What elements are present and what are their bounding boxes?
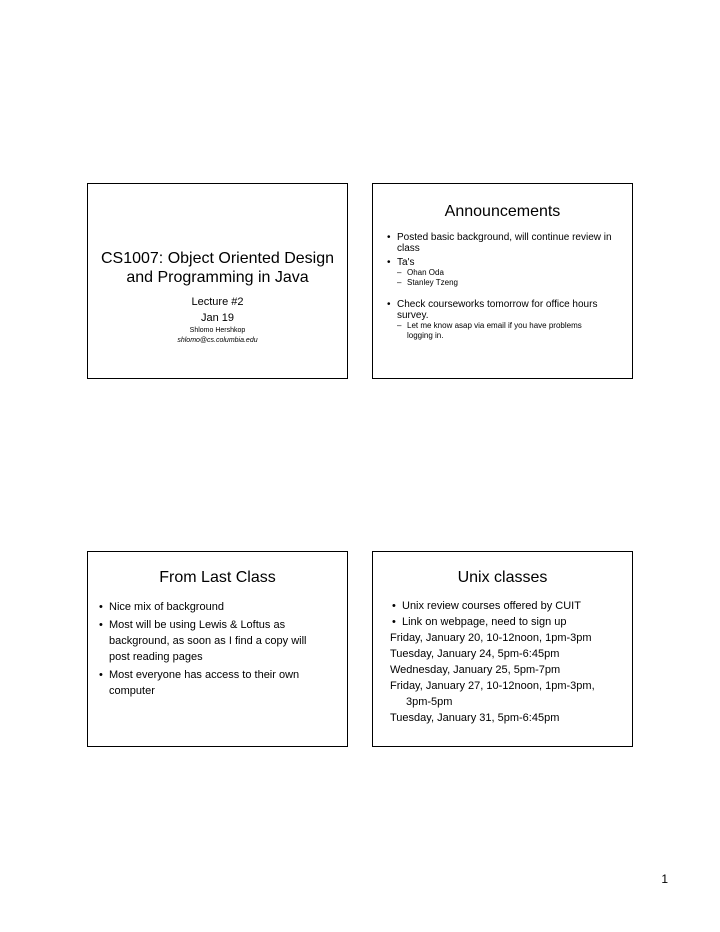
slide-announcements [372,183,633,379]
page-number: 1 [661,872,668,886]
list-item: • Check courseworks tomorrow for office hours survey. [385,299,626,321]
list-item: • Ta's [385,257,626,268]
list-item: • Link on webpage, need to sign up [390,614,628,630]
sub-item: – Ohan Oda [385,268,626,278]
lecture-date: Jan 19 [200,312,235,324]
slide-heading: Announcements [444,203,561,220]
slide-heading: Unix classes [457,569,548,586]
slide-title [87,183,348,379]
list-item: • Nice mix of background [97,599,343,615]
schedule-line: Tuesday, January 31, 5pm-6:45pm [390,712,560,724]
sub-item: – Stanley Tzeng [385,278,626,288]
slide-unix-classes [372,551,633,747]
course-title-line2: and Programming in Java [126,269,309,286]
schedule-line: Tuesday, January 24, 5pm-6:45pm [390,648,560,660]
sub-item: – Let me know asap via email if you have problems logging in. [385,321,626,341]
author-email: shlomo@cs.columbia.edu [177,337,258,344]
course-title [88,249,347,287]
list-item: • Posted basic background, will continue review in class [385,232,626,254]
list-item: • Most everyone has access to their own computer [97,667,343,699]
slide-last-class [87,551,348,747]
schedule-line: Friday, January 20, 10-12noon, 1pm-3pm [390,632,592,644]
list-item: • Most will be using Lewis & Loftus as background, as soon as I find a copy will post reading pages [97,617,343,665]
schedule-line: Wednesday, January 25, 5pm-7pm [390,664,561,676]
announcement-list [385,232,626,341]
unix-list [390,598,628,726]
course-title-line1: CS1007: Object Oriented Design [100,250,334,267]
author-name: Shlomo Hershkop [189,327,246,334]
last-class-list [97,599,343,699]
slide-heading: From Last Class [159,569,276,586]
schedule-line: Friday, January 27, 10-12noon, 1pm-3pm, 3pm-5pm [390,680,595,708]
lecture-number: Lecture #2 [191,296,244,308]
list-item: • Unix review courses offered by CUIT [390,598,628,614]
